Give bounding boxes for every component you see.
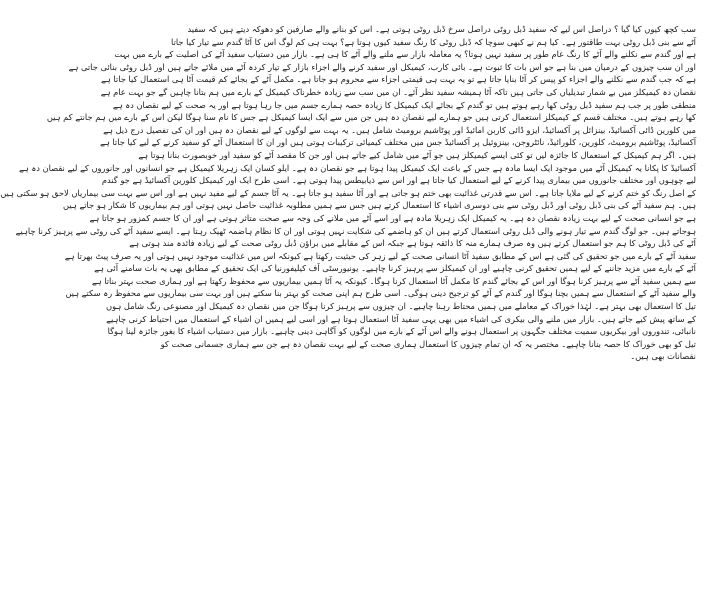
text-line: منطقی طور پر جب ہم سفید ڈبل روٹی کھا رہے ہوتے ہیں تو گندم کے بجائے ایک کیمیکل کا زیادہ حصہ ہمارے جسم میں جا رہا ہوتا ہے اور یہ صحت کے لیے نقصان دہ ہے <box>112 99 696 110</box>
text-line: ہے جو انسانی صحت کے لیے بہت زیادہ نقصان دہ ہے۔ یہ کیمیکل ایک زہریلا مادہ ہے اور اسے آٹے میں ملانے کی وجہ سے صحت متاثر ہوتی ہے اور ان کا جسم کمزور ہو جاتا ہے <box>89 212 696 223</box>
closing-line: نقصانات بھی ہیں۔ <box>630 351 696 362</box>
text-line: تیل کا استعمال بھی بہتر ہے۔ لہٰذا خوراک کے معاملے میں ہمیں محتاط رہنا چاہیے۔ ان چیزوں سے پرہیز کرنا ہوگا جن میں نقصان دہ کیمیکل اور مصنوعی رنگ شامل ہوں <box>106 301 696 312</box>
text-line: نانبائی، تندوروں اور بیکریوں سمیت مختلف جگہوں پر استعمال ہونے والے اس آٹے کے بارے میں لوگوں کو آگاہی دینی چاہیے۔ بازار میں دستیاب اشیاء کا بغور جائزہ لینا ہوگا <box>107 326 696 337</box>
text-line: آکسائیڈ، پوٹاشیم برومیٹ، کلورین، کلورائیڈ، نائٹروجن، بینزوئیل پر آکسائیڈ جس میں مختلف کیمیائی ترکیبات ہوتی ہیں اور ان کا استعمال آٹے کو سفید کرنے کے لیے کیا جاتا ہے <box>100 137 696 148</box>
text-line: لیے چوہوں اور مختلف جانوروں میں بیماری پیدا کرنے کے لیے استعمال کیا جاتا ہے اور اس سے ذیابیطس پیدا ہوتی ہے۔ اسی طرح ایک اور کیمیکل کلورین آکسائیڈ ہے جو گندم <box>101 175 696 186</box>
text-line: میں کلورین ڈائی آکسائیڈ، بینزائل پر آکسائیڈ، ایزو ڈائی کاربن امائیڈ اور پوٹاشیم برومیٹ شامل ہیں۔ یہ بہت سے لوگوں کے لیے نقصان دہ ہیں اور ان کی تفصیل درج ذیل ہے <box>103 124 696 135</box>
text-line: ہے کہ جب گندم سے نکلنے والے اجزاء کو پیس کر آٹا بنایا جاتا ہے تو یہ بہت ہی قیمتی اجزاء سے محروم ہو جاتا ہے۔ مکمل آٹے کے بجائے کم قیمت آٹا ہی استعمال کیا جاتا ہے <box>101 74 696 85</box>
text-line: آکسائیڈ کا پکانا یہ کیمیکل آٹے میں موجود ایک ایسا مادہ ہے جس کے باعث ایک کیمیکل پیدا ہوتا ہے جو نقصان دہ ہے۔ ایلو کسان ایک زہریلا کیمیکل ہے جو انسانوں اور جانوروں کے لیے نقصان دہ ہے <box>18 162 696 173</box>
document-paragraph <box>0 23 696 350</box>
text-line: آٹے کے بارے میں مزید جاننے کے لیے ہمیں تحقیق کرنی چاہیے اور ان کیمیکلز سے پرہیز کرنا چاہیے۔ یونیورسٹی آف کیلیفورنیا کی ایک تحقیق کے مطابق بھی یہ بات سامنے آئی ہے <box>94 263 696 274</box>
text-line: والے سفید آٹے کے استعمال سے ہمیں بچنا ہوگا اور گندم کے آٹے کو ترجیح دینی ہوگی۔ اسی طرح ہم اپنی صحت کو بہتر بنا سکتے ہیں اور بہت سی بیماریوں سے محفوظ رہ سکتے ہیں <box>65 288 696 299</box>
text-line: تیل کو بھی خوراک کا حصہ بنانا چاہیے۔ مختصر یہ کہ ان تمام چیزوں کا استعمال ہماری صحت کے لیے بہت نقصان دہ ہے جن سے ہماری جسمانی صحت کو <box>160 338 696 349</box>
document-page <box>0 23 696 583</box>
text-line: ہیں۔ ہم سفید آٹے کی بنی ڈبل روٹی اور ڈبل روٹی سے بنی دوسری اشیاء کا استعمال کرتے ہیں جس سے ہمیں مطلوبہ غذائیت حاصل نہیں ہوتی اور ہم بیماریوں کا شکار ہو جاتے ہیں <box>63 200 696 211</box>
text-line: آٹے کی ڈبل روٹی کا ہم جو استعمال کرتے ہیں وہ صرف ہمارے منہ کا ذائقہ ہوتا ہے جبکہ اس کے مقابلے میں براؤن ڈبل روٹی صحت کے لیے زیادہ فائدہ مند ہوتی ہے <box>129 238 696 249</box>
text-line: ہوجاتے ہیں۔ جو لوگ گندم سے تیار ہونے والی ڈبل روٹی استعمال کرتے ہیں ان کو ہاضمے کی شکایت نہیں ہوتی اور ان کا نظام ہاضمہ ٹھیک رہتا ہے۔ ایسے سفید آٹے کی روٹی سے پرہیز کرنا چاہیے <box>15 225 696 236</box>
text-line: نقصان دہ کیمیکلز میں بے شمار تبدیلیاں کی جاتی ہیں تاکہ آٹا ہمیشہ سفید نظر آئے۔ ان میں سب سے زیادہ خطرناک کیمیکل کے بارے میں ہم بتانا چاہیں گے جو بہت عام ہے <box>100 86 696 97</box>
text-line: کھا رہے ہوتے ہیں۔ مختلف قسم کے کیمیکلز استعمال کرتی ہیں جو ہمارے لیے نقصان دہ ہیں جن میں سے ایک ایسا کیمیکل ہے جس کا نام سنا ہوگا لیکن اس کے بارے میں ہم جانتے کم ہیں <box>46 112 696 123</box>
text-line: ہے اور گندم سے نکلنے والے آٹے کا رنگ عام طور پر سفید نہیں ہوتا؟ یہ معاملہ بازار سے ملنے والے آٹے کا ہی ہے۔ بازار میں دستیاب سفید آٹے کی اصلیت کے بارے میں بہت <box>114 49 696 60</box>
text-line: کے اصل رنگ کو ختم کرنے کے لیے ملایا جاتا ہے۔ اس سے قدرتی غذائیت بھی ختم ہو جاتی ہے اور آٹا سفید ہو جاتا ہے۔ یہ آٹا جسم کے لیے مفید نہیں ہے اور اس سے بہت سی بیماریاں لاحق ہو سکتی ہیں <box>0 187 696 198</box>
text-line: آٹے سے بنی ڈبل روٹی بہت طاقتور ہے۔ کیا ہم نے کبھی سوچا کہ ڈبل روٹی کا رنگ سفید کیوں ہوتا ہے؟ بہت ہی کم لوگ اس کا آٹا گندم سے تیار کیا جاتا <box>171 36 696 47</box>
text-line: سب کچھ کیوں کیا گیا ؟ دراصل اس لیے کہ سفید ڈبل روٹی دراصل سرخ ڈبل روٹی ہوتی ہے۔ اس کو بنانے والے صارفین کو دھوکہ دیتے ہیں کہ سفید <box>187 24 696 34</box>
text-line: سے ہمیں سفید آٹے سے پرہیز کرنا ہوگا اور اس کے بجائے گندم کا مکمل آٹا استعمال کرنا ہوگا۔ کیونکہ یہ آٹا ہمیں بیماریوں سے محفوظ رکھتا ہے اور ہماری صحت بہتر بناتا ہے <box>91 275 696 286</box>
text-line: سفید آٹے کے بارے میں جو تحقیق کی گئی ہے اس کے مطابق سفید آٹا انسانی صحت کے لیے زہر کی حیثیت رکھتا ہے کیونکہ اس میں غذائیت موجود نہیں ہوتی اور یہ صرف پیٹ بھرتا ہے <box>64 250 696 261</box>
text-line: اور ان سب چیزوں کے درمیان میں بنا ہے جو اس بات کا ثبوت ہے۔ بائی کارب، کیمیکل اور سفید کرنے والے اجزاء بازار کے تیار کردہ آٹے میں ملائے جاتے ہیں اور ڈبل روٹی بنائی جاتی ہے <box>68 61 696 72</box>
text-line: ہیں۔ اگر ہم کیمیکل کے استعمال کا جائزہ لیں تو کئی ایسے کیمیکلز ہیں جو آٹے میں شامل کیے جاتے ہیں اور جن کا مقصد آٹے کو سفید اور خوبصورت بنانا ہوتا ہے <box>138 149 696 160</box>
text-line: کے ساتھ پیش کیے جاتے ہیں۔ بازار میں ملنے والی بیکری کی اشیاء میں بھی یہی سفید آٹا استعمال ہوتا ہے اور اسی لیے ہمیں ان اشیاء کے استعمال میں احتیاط کرنی چاہیے <box>106 313 696 324</box>
